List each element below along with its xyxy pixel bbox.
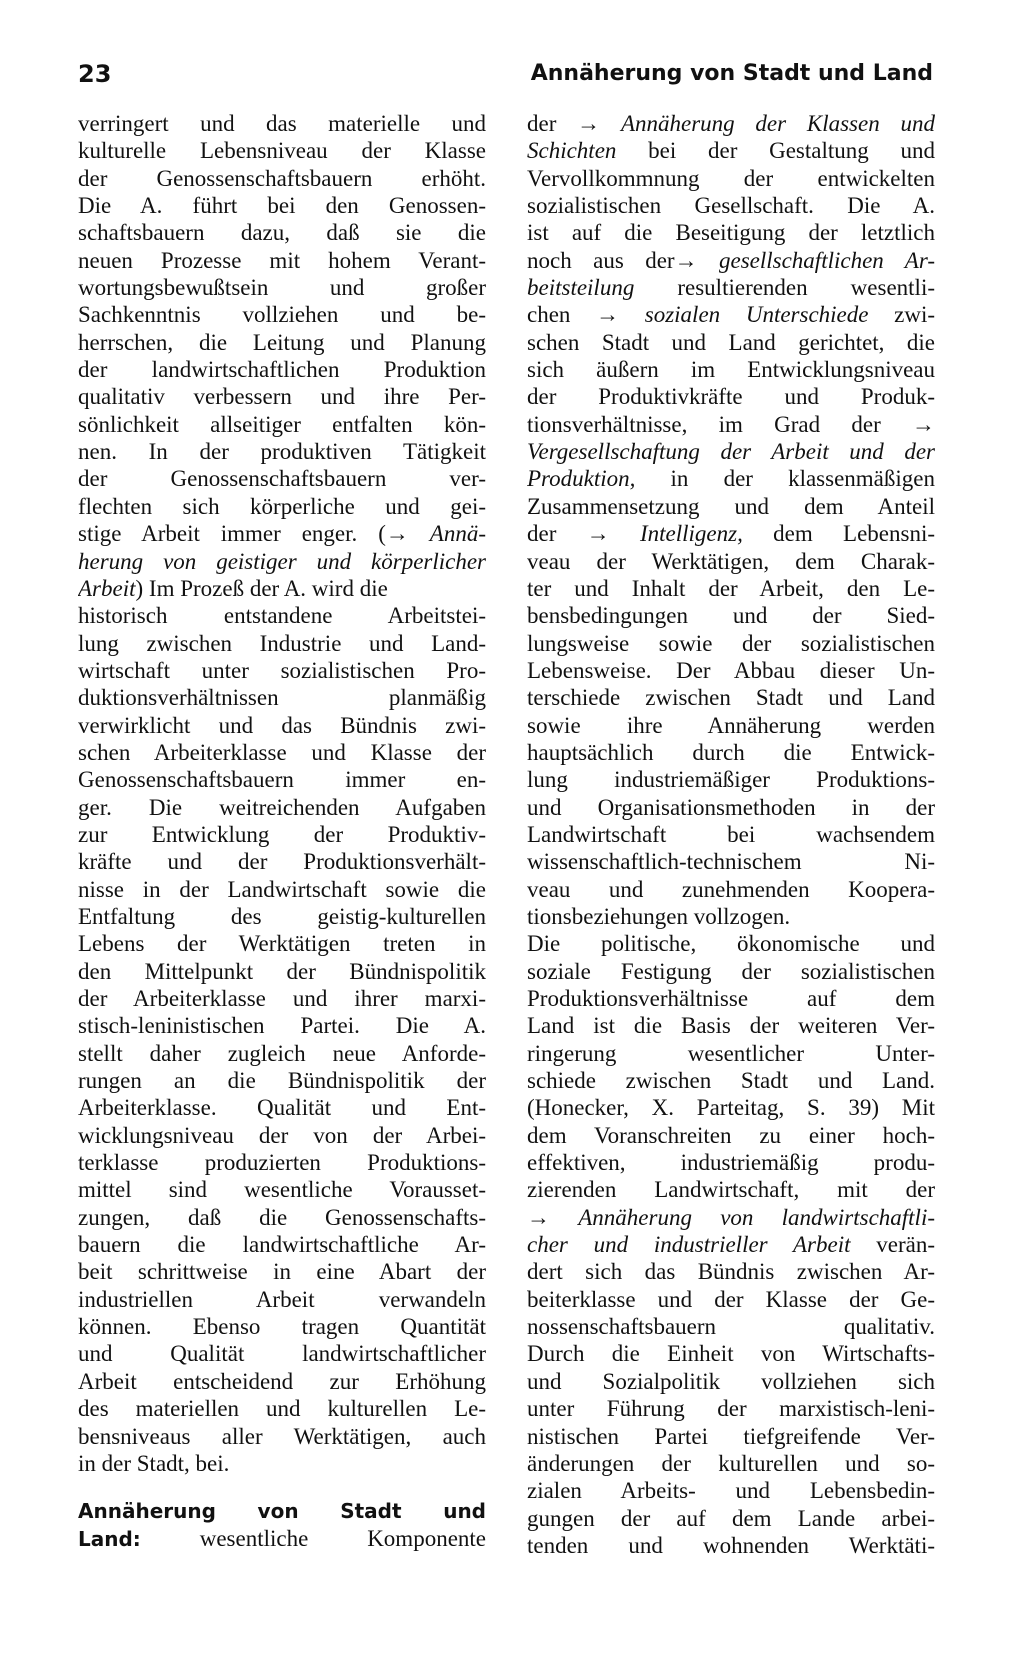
cross-reference-term: Vergesellschaftung der Arbeit und der <box>527 439 935 465</box>
text-line: hauptsächlich durch die Entwick- <box>527 739 935 765</box>
text-line: Genossenschaftsbauern immer en- <box>78 767 486 793</box>
page-number: 23 <box>78 60 112 88</box>
text-line: soziale Festigung der sozialistischen <box>527 958 935 984</box>
text-line: änderungen der kulturellen und so- <box>527 1450 935 1476</box>
text-line: Die politische, ökonomische und <box>527 931 935 957</box>
text-line: historisch entstandene Arbeitstei- <box>78 603 486 629</box>
text-line: der Genossenschaftsbauern ver- <box>78 466 486 492</box>
text-line: bensniveaus aller Werktätigen, auch <box>78 1423 486 1449</box>
text-line: terschiede zwischen Stadt und Land <box>527 685 935 711</box>
text-line: können. Ebenso tragen Quantität <box>78 1314 486 1340</box>
text-line: gungen der auf dem Lande arbei- <box>527 1505 935 1531</box>
text-line: Die A. führt bei den Genossen- <box>78 193 486 219</box>
cross-reference-term: Annäherung von landwirtschaftli- <box>578 1204 935 1230</box>
text-span: tionsverhältnisse, im Grad der <box>527 411 881 437</box>
text-line: bauern die landwirtschaftliche Ar- <box>78 1232 486 1258</box>
text-line: schaftsbauern dazu, daß sie die <box>78 220 486 246</box>
text-span: zwi- <box>868 302 935 328</box>
text-line: nen. In der produktiven Tätigkeit <box>78 439 486 465</box>
text-line: bensbedingungen und der Sied- <box>527 603 935 629</box>
text-line: (Honecker, X. Parteitag, S. 39) Mit <box>527 1095 935 1121</box>
text-span: der <box>527 111 557 136</box>
text-line: zur Entwicklung der Produktiv- <box>78 821 486 847</box>
text-line: und Sozialpolitik vollziehen sich <box>527 1368 935 1394</box>
text-line: terklasse produzierten Produktions- <box>78 1150 486 1176</box>
cross-reference-term: Produktion, <box>527 466 636 492</box>
entry-headword-line <box>78 1525 486 1552</box>
text-line: Land ist die Basis der weiteren Ver- <box>527 1013 935 1039</box>
text-line: Landwirtschaft bei wachsendem <box>527 821 935 847</box>
text-line: duktionsverhältnissen planmäßig <box>78 685 486 711</box>
text-line: der Genossenschaftsbauern erhöht. <box>78 165 486 191</box>
page-header <box>0 58 1024 98</box>
text-line: effektiven, industriemäßig produ- <box>527 1150 935 1176</box>
cross-reference-arrow: → <box>577 111 601 136</box>
text-line: wissenschaftlich-technischem Ni- <box>527 849 935 875</box>
text-line: zungen, daß die Genossenschafts- <box>78 1204 486 1230</box>
text-line <box>527 465 935 492</box>
text-line: ger. Die weitreichenden Aufgaben <box>78 794 486 820</box>
text-line: lung industriemäßiger Produktions- <box>527 767 935 793</box>
text-span: noch aus der <box>527 247 675 273</box>
text-span: verän- <box>850 1232 935 1258</box>
text-line: Produktionsverhältnisse auf dem <box>527 986 935 1011</box>
text-line <box>527 1204 935 1231</box>
text-line: nossenschaftsbauern qualitativ. <box>527 1314 935 1340</box>
text-line: wortungsbewußtsein und großer <box>78 275 486 301</box>
text-line: wirtschaft unter sozialistischen Pro- <box>78 657 486 683</box>
text-line: neuen Prozesse mit hohem Verant- <box>78 247 486 273</box>
text-line <box>527 137 935 164</box>
left-column <box>78 110 486 1552</box>
text-line: lung zwischen Industrie und Land- <box>78 630 486 656</box>
text-line: Arbeiterklasse. Qualität und Ent- <box>78 1095 486 1121</box>
text-line <box>78 575 486 602</box>
text-span: der <box>527 521 557 547</box>
text-line: sönlichkeit allseitiger entfalten kön- <box>78 411 486 437</box>
cross-reference-term: Annä- <box>429 521 486 547</box>
text-line: sowie ihre Annäherung werden <box>527 712 935 738</box>
text-line: Entfaltung des geistig-kulturellen <box>78 903 486 929</box>
cross-reference-arrow: → <box>586 521 610 547</box>
text-line: und Qualität landwirtschaftlicher <box>78 1341 486 1367</box>
text-line: veau und zunehmenden Koopera- <box>527 876 935 902</box>
text-line: flechten sich körperliche und gei- <box>78 493 486 519</box>
text-line: kulturelle Lebensniveau der Klasse <box>78 138 486 164</box>
text-span: ) <box>135 575 144 601</box>
running-head: Annäherung von Stadt und Land <box>530 61 933 86</box>
entry-headword: Land: <box>78 1526 141 1551</box>
text-line: sozialistischen Gesellschaft. Die A. <box>527 193 935 219</box>
text-line <box>527 520 935 547</box>
text-span: in der klassenmäßigen <box>635 466 935 492</box>
entry-headword: Annäherung von Stadt und <box>78 1499 486 1524</box>
text-line: Vervollkommnung der entwickelten <box>527 165 935 191</box>
text-line <box>527 301 935 328</box>
text-line: Arbeit entscheidend zur Erhöhung <box>78 1368 486 1394</box>
text-line: zierenden Landwirtschaft, mit der <box>527 1177 935 1203</box>
text-line: Durch die Einheit von Wirtschafts- <box>527 1341 935 1367</box>
cross-reference-arrow: → <box>674 247 698 273</box>
text-line: kräfte und der Produktionsverhält- <box>78 849 486 875</box>
text-line: nistischen Partei tiefgreifende Ver- <box>527 1423 935 1449</box>
text-line: Lebens der Werktätigen treten in <box>78 931 486 957</box>
cross-reference-arrow: → <box>527 1204 550 1230</box>
text-line <box>527 438 935 465</box>
entry-separator <box>78 1477 486 1497</box>
cross-reference-term: herung von geistiger und körperlicher <box>78 548 486 574</box>
text-line: schiede zwischen Stadt und Land. <box>527 1068 935 1094</box>
text-line: tionsbeziehungen vollzogen. <box>527 903 791 929</box>
text-line <box>527 274 935 301</box>
text-line: ter und Inhalt der Arbeit, den Le- <box>527 575 935 601</box>
cross-reference-term: Intelligenz, <box>640 521 743 547</box>
text-line: ringerung wesentlicher Unter- <box>527 1040 935 1066</box>
text-span: dem Lebensni- <box>742 521 935 547</box>
text-line: und Organisationsmethoden in der <box>527 794 935 820</box>
text-line: lungsweise sowie der sozialistischen <box>527 630 935 656</box>
text-line: beiterklasse und der Klasse der Ge- <box>527 1286 935 1312</box>
text-line: des materiellen und kulturellen Le- <box>78 1396 486 1422</box>
text-line <box>78 520 486 547</box>
text-line: zialen Arbeits- und Lebensbedin- <box>527 1478 935 1504</box>
text-span: Im Prozeß der A. wird die <box>143 575 388 601</box>
text-line: herrschen, die Leitung und Planung <box>78 329 486 355</box>
text-line: tenden und wohnenden Werktäti- <box>527 1532 935 1558</box>
cross-reference-term: sozialen Unterschiede <box>644 302 869 328</box>
text-line: unter Führung der marxistisch-leni- <box>527 1396 935 1422</box>
text-line: in der Stadt, bei. <box>78 1450 230 1476</box>
text-line: Sachkenntnis vollziehen und be- <box>78 302 486 328</box>
text-line: mittel sind wesentliche Vorausset- <box>78 1177 486 1203</box>
text-span: chen <box>527 302 571 328</box>
text-span: wesentliche Komponente <box>140 1525 486 1551</box>
text-line: nisse in der Landwirtschaft sowie die <box>78 876 486 902</box>
text-line: veau der Werktätigen, dem Charak- <box>527 548 935 574</box>
text-line: ist auf die Beseitigung der letztlich <box>527 220 935 246</box>
cross-reference-arrow: → <box>596 302 620 328</box>
text-line: stellt daher zugleich neue Anforde- <box>78 1040 486 1066</box>
text-line: rungen an die Bündnispolitik der <box>78 1068 486 1094</box>
text-span: resultierenden wesentli- <box>634 275 935 301</box>
text-line: stisch-leninistischen Partei. Die A. <box>78 1013 486 1039</box>
text-line: sich äußern im Entwicklungsniveau <box>527 357 935 383</box>
text-span: bei der Gestaltung und <box>616 138 935 164</box>
right-column <box>527 110 935 1559</box>
entry-headword-line <box>78 1497 486 1524</box>
cross-reference-term: beitsteilung <box>527 275 635 301</box>
text-line: dert sich das Bündnis zwischen Ar- <box>527 1259 935 1285</box>
text-line <box>527 110 935 137</box>
text-line: wicklungsniveau der von der Arbei- <box>78 1122 486 1148</box>
text-line <box>78 548 486 575</box>
cross-reference-arrow: → <box>385 521 409 547</box>
text-line <box>527 247 935 274</box>
text-line: der landwirtschaftlichen Produktion <box>78 357 486 383</box>
text-line: dem Voranschreiten zu einer hoch- <box>527 1122 935 1148</box>
text-line: der Produktivkräfte und Produk- <box>527 384 935 410</box>
text-span: stige Arbeit immer enger. ( <box>78 521 386 547</box>
text-line: Zusammensetzung und dem Anteil <box>527 493 935 519</box>
text-line: beit schrittweise in eine Abart der <box>78 1259 486 1285</box>
text-line: Lebensweise. Der Abbau dieser Un- <box>527 657 935 683</box>
text-line: den Mittelpunkt der Bündnispolitik <box>78 958 486 984</box>
cross-reference-term: Annäherung der Klassen und <box>620 111 935 136</box>
text-line: verringert und das materielle und <box>78 111 486 136</box>
text-line: qualitativ verbessern und ihre Per- <box>78 384 486 410</box>
cross-reference-term: cher und industrieller Arbeit <box>527 1232 851 1258</box>
cross-reference-term: gesellschaftlichen Ar- <box>719 247 935 273</box>
cross-reference-term: Arbeit <box>78 575 136 601</box>
text-line: der Arbeiterklasse und ihrer marxi- <box>78 986 486 1011</box>
cross-reference-arrow: → <box>912 411 935 437</box>
text-line <box>527 1231 935 1258</box>
text-line: schen Arbeiterklasse und Klasse der <box>78 739 486 765</box>
text-line: verwirklicht und das Bündnis zwi- <box>78 712 486 738</box>
cross-reference-term: Schichten <box>527 138 617 164</box>
text-line <box>527 411 935 438</box>
text-line: industriellen Arbeit verwandeln <box>78 1286 486 1312</box>
text-line: schen Stadt und Land gerichtet, die <box>527 329 935 355</box>
